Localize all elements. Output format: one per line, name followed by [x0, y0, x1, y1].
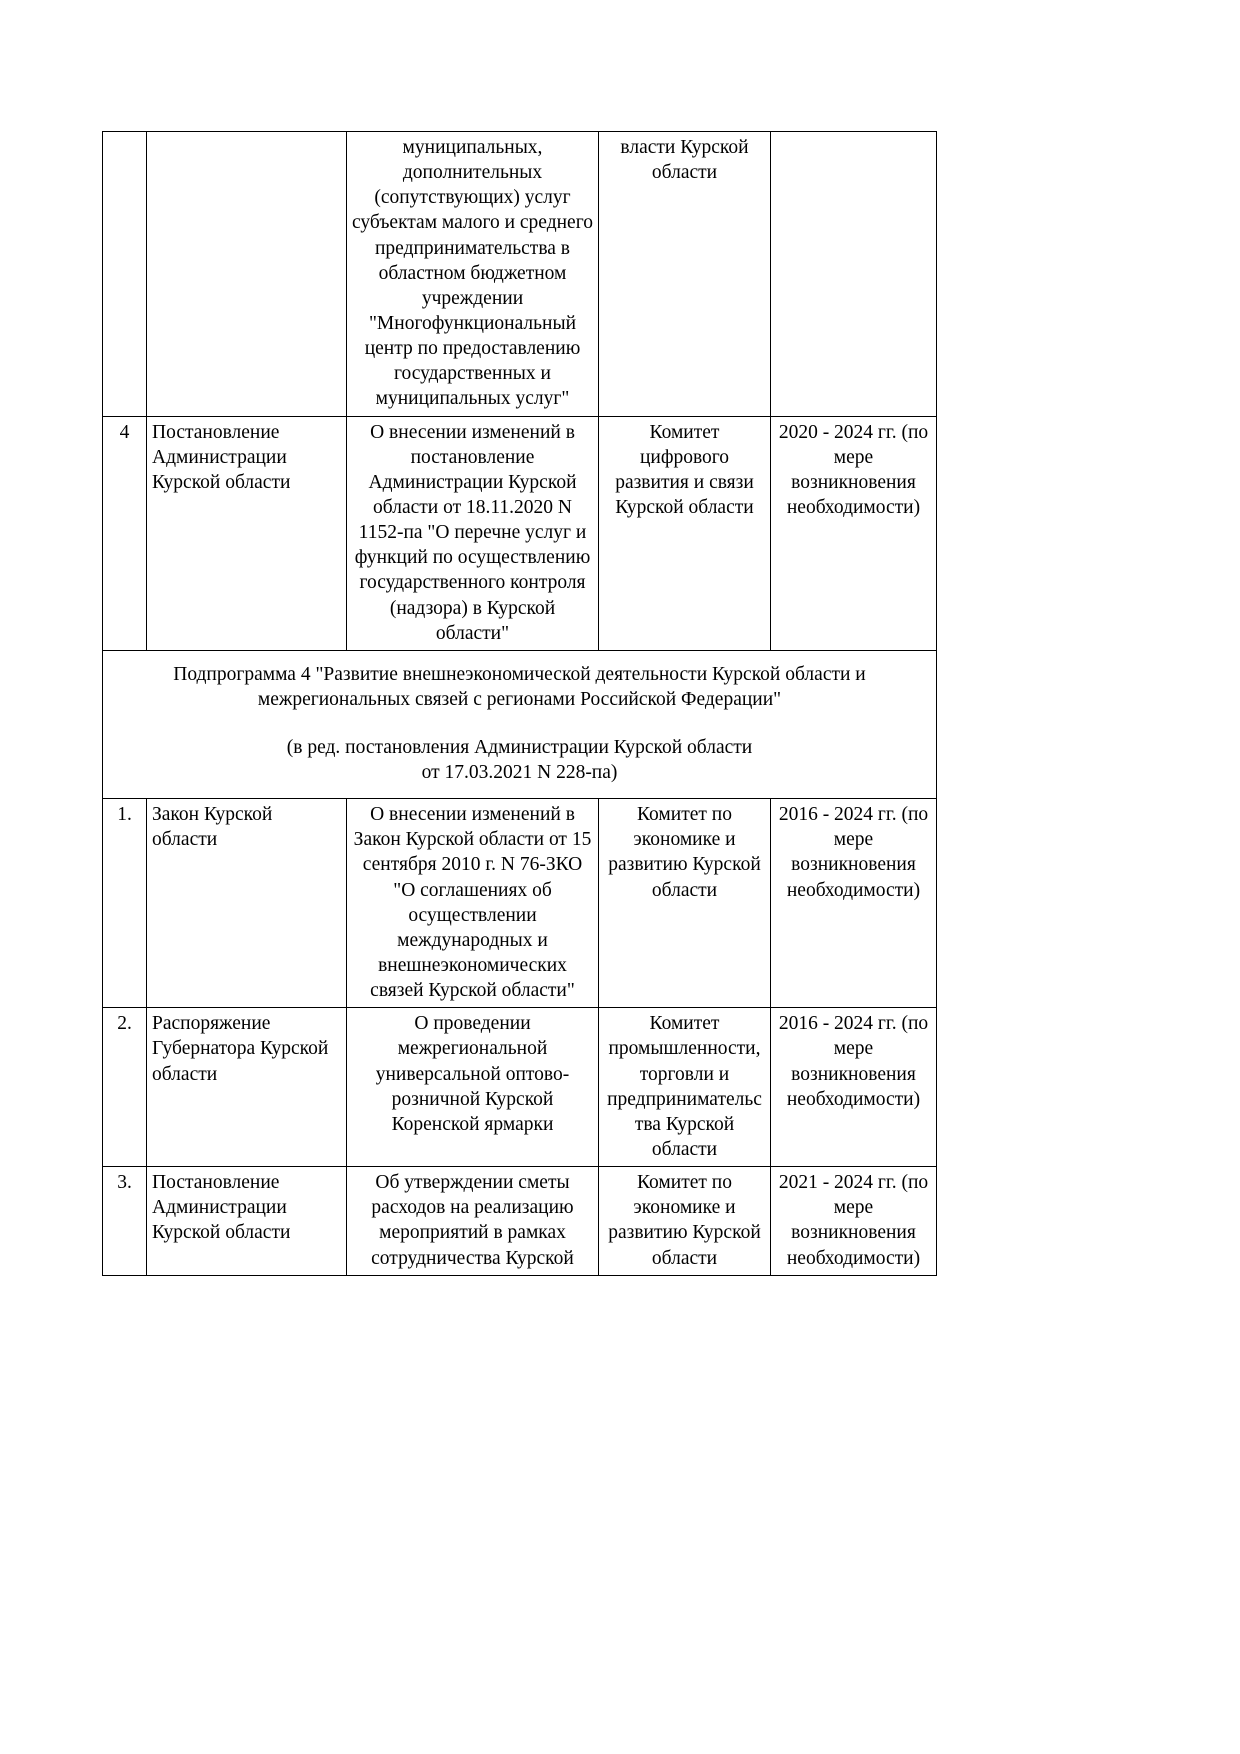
- cell-number: 1.: [103, 799, 147, 1008]
- subprogram-title: Подпрограмма 4 "Развитие внешнеэкономической деятельности Курской области и межрегиональных связей с регионами Российской Федерации": [173, 663, 866, 711]
- cell-term: 2016 - 2024 гг. (по мере возникновения необходимости): [771, 799, 937, 1008]
- cell-act-type: Распоряжение Губернатора Курской области: [147, 1008, 347, 1167]
- table-row: [103, 1008, 937, 1167]
- cell-executor: власти Курской области: [599, 132, 771, 417]
- subprogram-banner-row: [103, 650, 937, 798]
- cell-executor: Комитет цифрового развития и связи Курской области: [599, 416, 771, 650]
- cell-executor: Комитет промышленности, торговли и предпринимательства Курской области: [599, 1008, 771, 1167]
- cell-act-title: О проведении межрегиональной универсальной оптово-розничной Курской Коренской ярмарки: [347, 1008, 599, 1167]
- table-row: [103, 416, 937, 650]
- cell-number: 4: [103, 416, 147, 650]
- cell-act-type: [147, 132, 347, 417]
- cell-executor: Комитет по экономике и развитию Курской области: [599, 799, 771, 1008]
- subprogram-edition-line-2: от 17.03.2021 N 228-па): [421, 761, 618, 783]
- subprogram-banner: [103, 650, 937, 798]
- cell-act-type: Закон Курской области: [147, 799, 347, 1008]
- table-row: [103, 132, 937, 417]
- cell-act-type: Постановление Администрации Курской области: [147, 416, 347, 650]
- cell-act-title: Об утверждении сметы расходов на реализацию мероприятий в рамках сотрудничества Курской: [347, 1167, 599, 1276]
- cell-act-type: Постановление Администрации Курской области: [147, 1167, 347, 1276]
- cell-number: 2.: [103, 1008, 147, 1167]
- subprogram-edition-note: [121, 735, 918, 786]
- cell-number: [103, 132, 147, 417]
- cell-term: 2021 - 2024 гг. (по мере возникновения необходимости): [771, 1167, 937, 1276]
- cell-executor: Комитет по экономике и развитию Курской области: [599, 1167, 771, 1276]
- cell-term: 2020 - 2024 гг. (по мере возникновения необходимости): [771, 416, 937, 650]
- cell-term: [771, 132, 937, 417]
- cell-act-title: О внесении изменений в Закон Курской области от 15 сентября 2010 г. N 76-ЗКО "О соглашениях об осуществлении международных и внешнеэкономических связей Курской области": [347, 799, 599, 1008]
- table-row: [103, 799, 937, 1008]
- cell-act-title: муниципальных, дополнительных (сопутствующих) услуг субъектам малого и среднего предпринимательства в областном бюджетном учреждении "Многофункциональный центр по предоставлению государственных и муниципальных услуг": [347, 132, 599, 417]
- subprogram-edition-line-1: (в ред. постановления Администрации Курской области: [286, 736, 753, 758]
- legal-acts-table: [102, 131, 937, 1276]
- cell-act-title: О внесении изменений в постановление Администрации Курской области от 18.11.2020 N 1152-па "О перечне услуг и функций по осуществлению государственного контроля (надзора) в Курской области": [347, 416, 599, 650]
- cell-term: 2016 - 2024 гг. (по мере возникновения необходимости): [771, 1008, 937, 1167]
- table-row: [103, 1167, 937, 1276]
- cell-number: 3.: [103, 1167, 147, 1276]
